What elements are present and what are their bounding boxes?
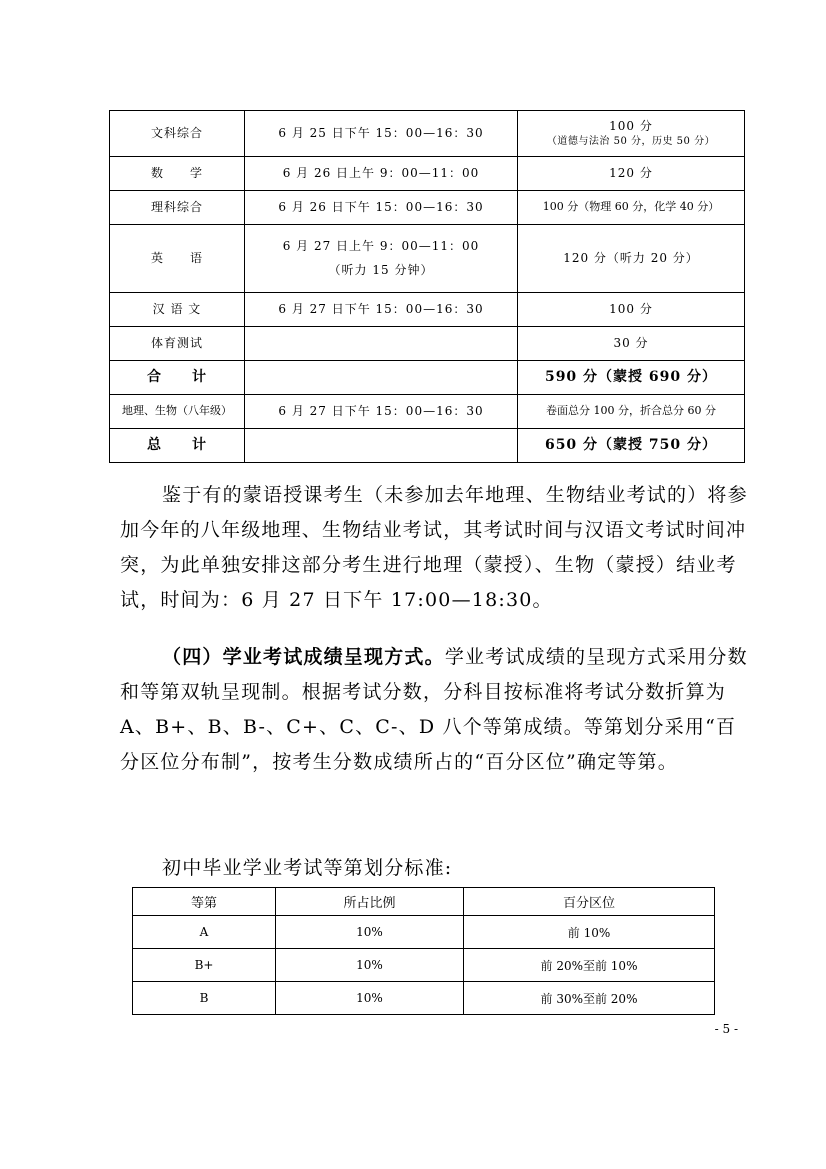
subtotal-label: 合 计: [110, 361, 245, 395]
subject-cell: 理科综合: [110, 191, 245, 225]
score-cell: 30 分: [518, 327, 745, 361]
column-header: 等第: [133, 888, 276, 916]
header-row: [133, 888, 715, 916]
time-cell: [245, 429, 518, 463]
time-cell: 6 月 25 日下午 15：00—16：30: [245, 111, 518, 157]
table-row: [133, 982, 715, 1015]
table-row: [110, 429, 745, 463]
table-row: [133, 916, 715, 949]
score-cell: 卷面总分 100 分，折合总分 60 分: [518, 395, 745, 429]
column-header: 百分区位: [464, 888, 715, 916]
time-cell: 6 月 27 日下午 15：00—16：30: [245, 293, 518, 327]
time-value: 6 月 27 日上午 9：00—11：00: [282, 238, 480, 253]
page-number: - 5 -: [714, 1022, 738, 1036]
time-cell: [245, 327, 518, 361]
percentile-cell: 前 20%至前 10%: [464, 949, 715, 982]
table-row: [110, 293, 745, 327]
ratio-cell: 10%: [276, 916, 464, 949]
section-body: 学业考试成绩的呈现方式采用分数和等第双轨呈现制。根据考试分数，分科目按标准将考试分数折算为 A、B+、B、B-、C+、C、C-、D 八个等第成绩。等第划分采用“百分区位分布制”，按考生分数成绩所占的“百分区位”确定等第。: [120, 646, 748, 773]
subject-cell: 汉 语 文: [110, 293, 245, 327]
paragraph-mongolian-exam: 鉴于有的蒙语授课考生（未参加去年地理、生物结业考试的）将参加今年的八年级地理、生物结业考试，其考试时间与汉语文考试时间冲突，为此单独安排这部分考生进行地理（蒙授）、生物（蒙授）结业考试，时间为：6 月 27 日下午 17:00—18:30。: [120, 484, 748, 611]
section-heading: （四）学业考试成绩呈现方式。: [162, 646, 445, 668]
score-cell: 120 分（听力 20 分）: [518, 225, 745, 293]
percentile-cell: 前 10%: [464, 916, 715, 949]
table-row: [133, 949, 715, 982]
table-row: [110, 191, 745, 225]
subject-cell: 体育测试: [110, 327, 245, 361]
score-value: 100 分: [609, 119, 653, 134]
subject-cell: 英 语: [110, 225, 245, 293]
table-row: [110, 395, 745, 429]
subtotal-score: 590 分（蒙授 690 分）: [518, 361, 745, 395]
grade-standard-table: [132, 887, 715, 1015]
table-row: [110, 111, 745, 157]
table-row: [110, 327, 745, 361]
score-cell: [518, 111, 745, 157]
subject-cell: 数 学: [110, 157, 245, 191]
grade-table-caption: 初中毕业学业考试等第划分标准:: [162, 857, 453, 879]
total-label: 总 计: [110, 429, 245, 463]
paragraph-score-presentation: [120, 640, 750, 780]
ratio-cell: 10%: [276, 949, 464, 982]
grade-cell: B+: [133, 949, 276, 982]
ratio-cell: 10%: [276, 982, 464, 1015]
table-row: [110, 157, 745, 191]
exam-schedule-table: [109, 110, 745, 463]
score-cell: 100 分: [518, 293, 745, 327]
time-cell: [245, 361, 518, 395]
time-cell: 6 月 27 日下午 15：00—16：30: [245, 395, 518, 429]
score-cell: 120 分: [518, 157, 745, 191]
total-score: 650 分（蒙授 750 分）: [518, 429, 745, 463]
time-cell: 6 月 26 日上午 9：00—11：00: [245, 157, 518, 191]
table-row: [110, 361, 745, 395]
time-cell: 6 月 26 日下午 15：00—16：30: [245, 191, 518, 225]
time-cell: [245, 225, 518, 293]
subject-cell: 文科综合: [110, 111, 245, 157]
percentile-cell: 前 30%至前 20%: [464, 982, 715, 1015]
score-cell: 100 分（物理 60 分，化学 40 分）: [518, 191, 745, 225]
grade-cell: B: [133, 982, 276, 1015]
time-note: （听力 15 分钟）: [328, 262, 434, 277]
table-row: [110, 225, 745, 293]
subject-cell: 地理、生物（八年级）: [110, 395, 245, 429]
score-note: （道德与法治 50 分，历史 50 分）: [546, 135, 716, 147]
grade-cell: A: [133, 916, 276, 949]
column-header: 所占比例: [276, 888, 464, 916]
